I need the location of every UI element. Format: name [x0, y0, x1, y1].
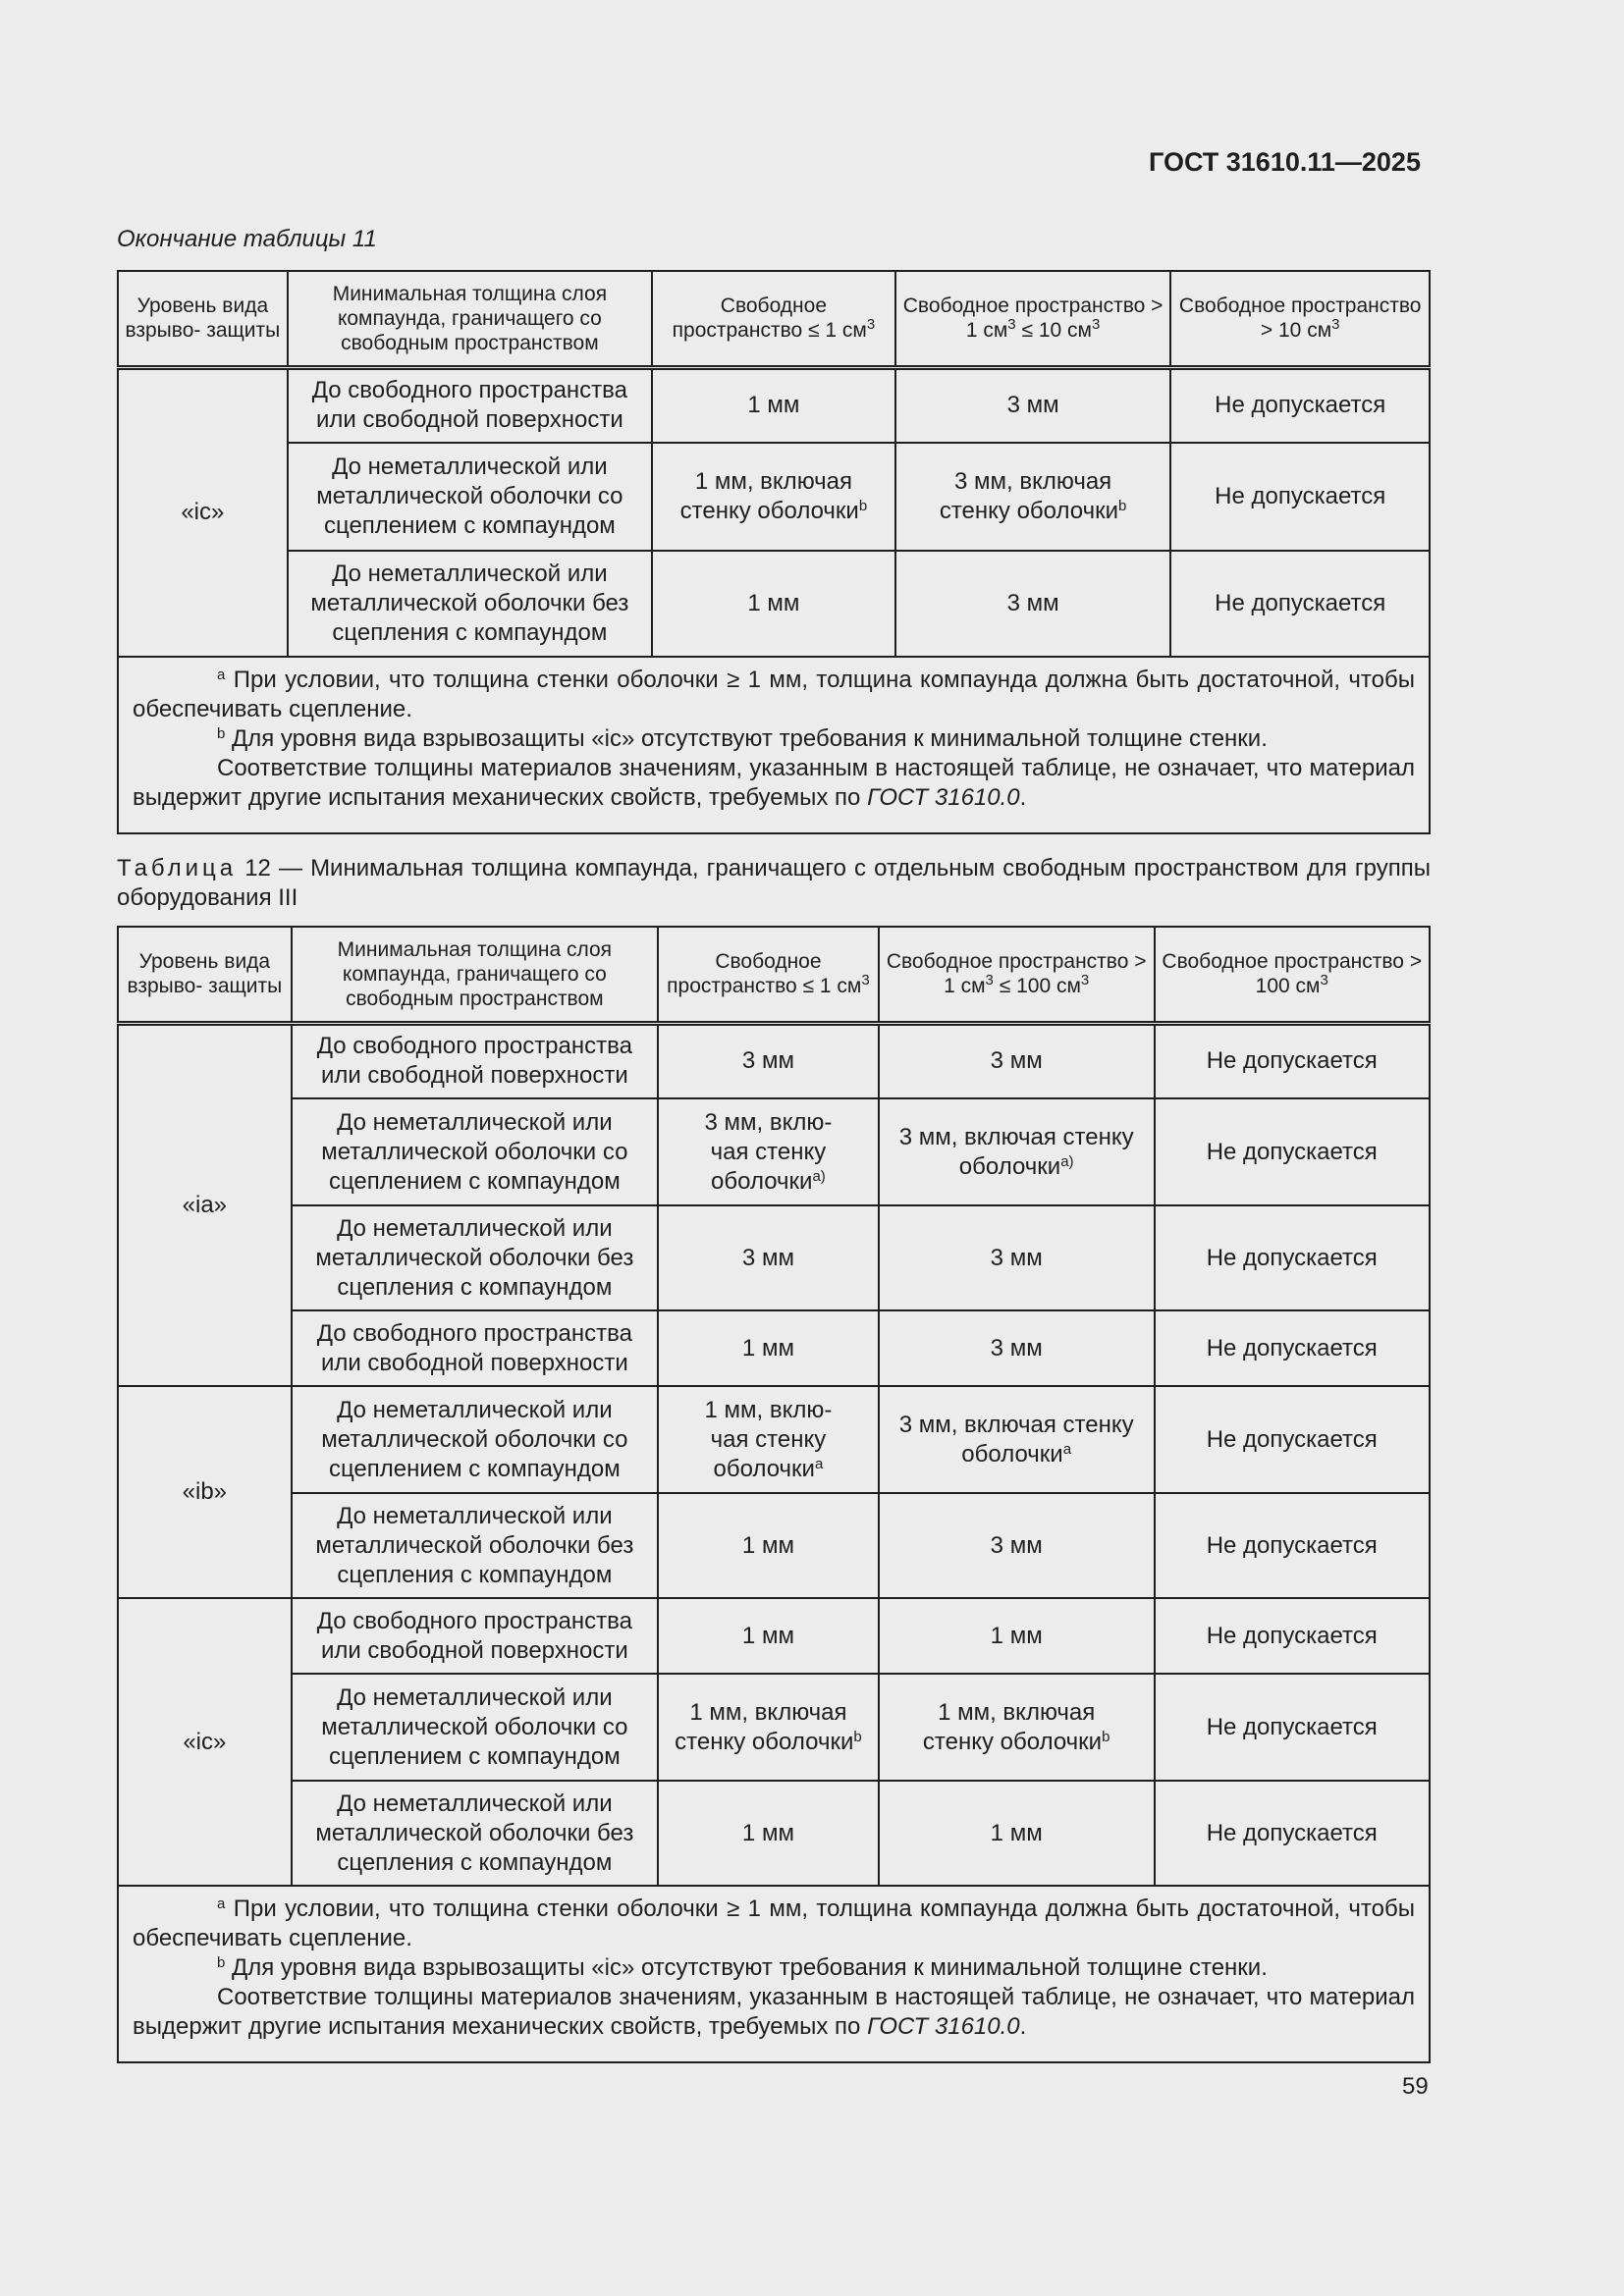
header-col3: Свободное пространство > 10 $см^3$ — [1170, 271, 1430, 367]
cell-condition: До неметаллической или металлической оболочки со сцеплением с компаундом — [292, 1674, 658, 1781]
cell-value: 1 мм, вклю- чая стенку оболочки$^a$ — [658, 1386, 879, 1493]
note-a: $^a$ При условии, что толщина стенки оболочки ≥ 1 мм, толщина компаунда должна быть достаточной, чтобы обеспечивать сцепление. — [133, 667, 1415, 722]
cell-value: Не допускается — [1155, 1023, 1431, 1098]
cell-condition: До неметаллической или металлической оболочки без сцепления с компаундом — [292, 1493, 658, 1598]
header-level: Уровень вида взрыво- защиты — [118, 271, 288, 367]
cell-value: Не допускается — [1170, 551, 1430, 657]
header-col2: Свободное пространство > 1 $см^3 \le 10$ $см^3$ — [895, 271, 1171, 367]
table-row — [118, 1674, 1430, 1781]
cell-condition: До неметаллической или металлической оболочки со сцеплением с компаундом — [288, 443, 652, 551]
header-col2: Свободное пространство > 1 $см^3 \le 100$ $см^3$ — [879, 927, 1155, 1023]
table-notes-row — [118, 1886, 1430, 2062]
table-11-caption: Окончание таблицы 11 — [117, 226, 377, 252]
cell-value: Не допускается — [1170, 443, 1430, 551]
header-thickness: Минимальная толщина слоя компаунда, граничащего со свободным пространством — [288, 271, 652, 367]
cell-value: 1 мм — [658, 1493, 879, 1598]
table-row — [118, 1493, 1430, 1598]
cell-condition: До свободного пространства или свободной поверхности — [292, 1310, 658, 1386]
table-notes — [118, 657, 1430, 833]
cell-value: 3 мм, включая стенку оболочки$^{а)}$ — [879, 1098, 1155, 1205]
cell-value: Не допускается — [1155, 1310, 1431, 1386]
cell-condition: До свободного пространства или свободной поверхности — [292, 1598, 658, 1674]
cell-value: 1 мм, включая стенку оболочки$^b$ — [658, 1674, 879, 1781]
table-row — [118, 1310, 1430, 1386]
header-col1: Свободное пространство ≤ 1 $см^3$ — [652, 271, 895, 367]
cell-value: 1 мм — [658, 1781, 879, 1886]
table-12 — [117, 926, 1431, 2063]
table-header-row — [118, 927, 1430, 1023]
table-row — [118, 443, 1430, 551]
cell-value: 3 мм, вклю- чая стенку оболочки$^{а)}$ — [658, 1098, 879, 1205]
cell-value: 3 мм — [658, 1023, 879, 1098]
cell-value: 1 мм — [652, 551, 895, 657]
table-row — [118, 1023, 1430, 1098]
cell-value: Не допускается — [1155, 1493, 1431, 1598]
cell-value: Не допускается — [1155, 1386, 1431, 1493]
cell-value: 3 мм — [658, 1205, 879, 1310]
table-row — [118, 1205, 1430, 1310]
cell-condition: До неметаллической или металлической оболочки со сцеплением с компаундом — [292, 1098, 658, 1205]
cell-condition: До свободного пространства или свободной поверхности — [292, 1023, 658, 1098]
table-row — [118, 551, 1430, 657]
cell-value: 3 мм — [879, 1493, 1155, 1598]
note-a: $^a$ При условии, что толщина стенки оболочки ≥ 1 мм, толщина компаунда должна быть достаточной, чтобы обеспечивать сцепление. — [133, 1896, 1415, 1951]
cell-value: 3 мм, включая стенку оболочки$^b$ — [895, 443, 1171, 551]
cell-value: 3 мм — [879, 1310, 1155, 1386]
table-row — [118, 1598, 1430, 1674]
cell-value: 3 мм — [895, 551, 1171, 657]
cell-value: 1 мм, включая стенку оболочки$^b$ — [879, 1674, 1155, 1781]
cell-value: 1 мм, включая стенку оболочки$^b$ — [652, 443, 895, 551]
cell-value: Не допускается — [1155, 1781, 1431, 1886]
cell-value: Не допускается — [1170, 367, 1430, 443]
header-level: Уровень вида взрыво- защиты — [118, 927, 292, 1023]
cell-value: Не допускается — [1155, 1098, 1431, 1205]
group-ib: «ib» — [118, 1386, 292, 1598]
cell-value: 1 мм — [879, 1598, 1155, 1674]
cell-value: 3 мм — [879, 1205, 1155, 1310]
table-row — [118, 1098, 1430, 1205]
page-number: 59 — [1402, 2073, 1429, 2100]
header-thickness: Минимальная толщина слоя компаунда, граничащего со свободным пространством — [292, 927, 658, 1023]
cell-value: Не допускается — [1155, 1674, 1431, 1781]
cell-value: 3 мм — [895, 367, 1171, 443]
table-12-caption: Таблица 12 — Минимальная толщина компаунда, граничащего с отдельным свободным пространством для группы оборудования III — [117, 855, 1431, 911]
header-col1: Свободное пространство ≤ 1 $см^3$ — [658, 927, 879, 1023]
cell-condition: До неметаллической или металлической оболочки без сцепления с компаундом — [292, 1205, 658, 1310]
cell-condition: До неметаллической или металлической оболочки без сцепления с компаундом — [292, 1781, 658, 1886]
cell-value: 1 мм — [879, 1781, 1155, 1886]
cell-condition: До неметаллической или металлической оболочки со сцеплением с компаундом — [292, 1386, 658, 1493]
note-c: Соответствие толщины материалов значениям, указанным в настоящей таблице, не означает, что материал выдержит другие испытания механических свойств, требуемых по ГОСТ 31610.0. — [133, 755, 1415, 811]
table-notes — [118, 1886, 1430, 2062]
cell-value: Не допускается — [1155, 1205, 1431, 1310]
note-b: $^b$ Для уровня вида взрывозащиты «ic» отсутствуют требования к минимальной толщине стенки. — [217, 1954, 1268, 1981]
table-row — [118, 1781, 1430, 1886]
table-row — [118, 1386, 1430, 1493]
group-ic: «ic» — [118, 367, 288, 657]
note-b: $^b$ Для уровня вида взрывозащиты «ic» отсутствуют требования к минимальной толщине стенки. — [217, 725, 1268, 752]
cell-value: 1 мм — [658, 1598, 879, 1674]
group-ia: «ia» — [118, 1023, 292, 1386]
note-c: Соответствие толщины материалов значениям, указанным в настоящей таблице, не означает, что материал выдержит другие испытания механических свойств, требуемых по ГОСТ 31610.0. — [133, 1984, 1415, 2040]
cell-value: 3 мм — [879, 1023, 1155, 1098]
cell-value: 1 мм — [652, 367, 895, 443]
table-11 — [117, 270, 1431, 834]
cell-value: Не допускается — [1155, 1598, 1431, 1674]
table-header-row — [118, 271, 1430, 367]
table-row — [118, 367, 1430, 443]
table-notes-row — [118, 657, 1430, 833]
document-code: ГОСТ 31610.11—2025 — [1149, 147, 1421, 177]
cell-value: 3 мм, включая стенку оболочки$^a$ — [879, 1386, 1155, 1493]
cell-condition: До неметаллической или металлической оболочки без сцепления с компаундом — [288, 551, 652, 657]
cell-value: 1 мм — [658, 1310, 879, 1386]
header-col3: Свободное пространство > 100 $см^3$ — [1155, 927, 1431, 1023]
cell-condition: До свободного пространства или свободной поверхности — [288, 367, 652, 443]
group-ic: «ic» — [118, 1598, 292, 1886]
